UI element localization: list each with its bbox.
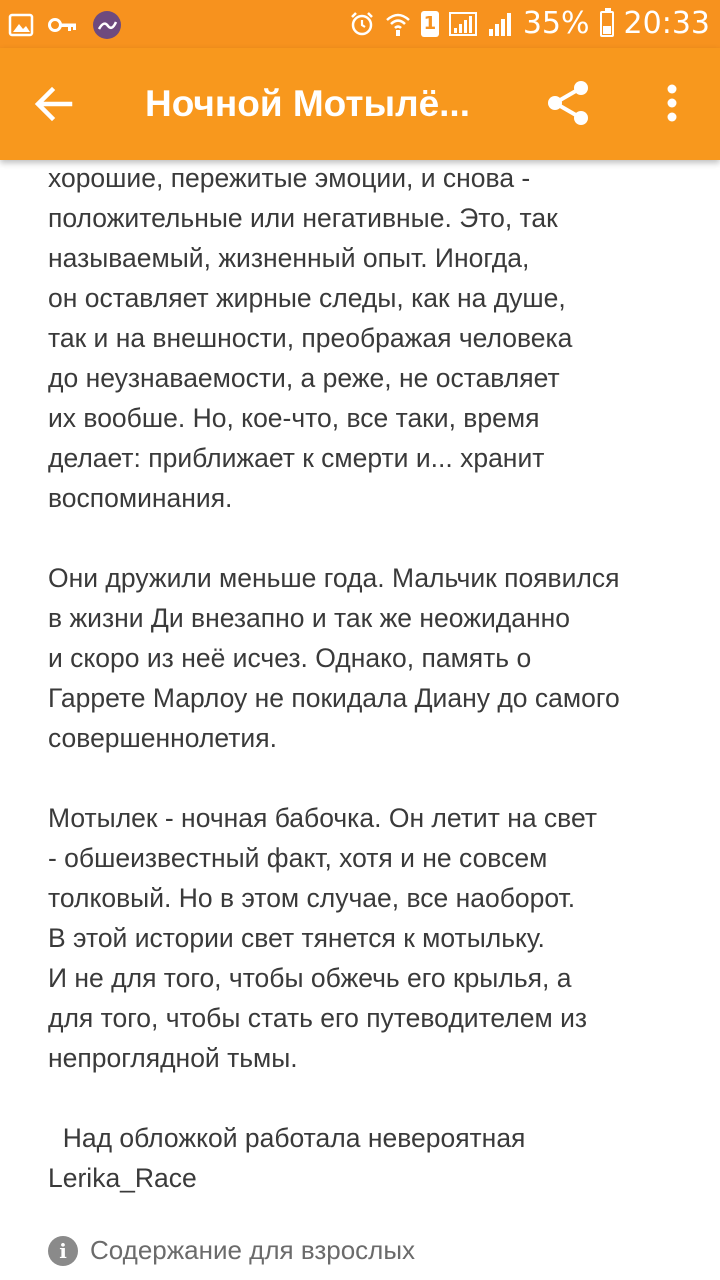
text-line: для того, чтобы стать его путеводителем из [48, 1003, 588, 1033]
story-description [48, 158, 688, 1198]
text-line: до неузнаваемости, а реже, не оставляет [48, 363, 560, 393]
text-line: Над обложкой работала невероятная [48, 1123, 526, 1153]
text-line: Они дружили меньше года. Мальчик появился [48, 563, 620, 593]
text-line: непроглядной тьмы. [48, 1043, 298, 1073]
share-icon [543, 78, 593, 128]
back-button[interactable] [24, 74, 84, 134]
text-line: хорошие, пережитые эмоции, и снова - [48, 163, 531, 193]
paragraph [48, 158, 688, 518]
alarm-icon [349, 11, 375, 37]
battery-icon [600, 11, 614, 37]
app-bar [0, 48, 720, 160]
wifi-icon [385, 11, 411, 37]
text-line: положительные или негативные. Это, так [48, 203, 558, 233]
status-bar [0, 0, 720, 48]
text-line: Гаррете Марлоу не покидала Диану до самого [48, 683, 620, 713]
text-line: В этой истории свет тянется к мотыльку. [48, 923, 545, 953]
signal-icon [449, 11, 477, 37]
text-line: Мотылек - ночная бабочка. Он летит на свет [48, 803, 597, 833]
text-line: Lerika_Race [48, 1163, 197, 1193]
arrow-back-icon [34, 84, 74, 124]
paragraph [48, 798, 688, 1078]
text-line: воспоминания. [48, 483, 233, 513]
clock: 20:33 [623, 6, 710, 41]
text-line: толковый. Но в этом случае, все наоборот. [48, 883, 576, 913]
share-button[interactable] [536, 70, 600, 136]
signal-icon [487, 11, 513, 37]
text-line: в жизни Ди внезапно и так же неожиданно [48, 603, 570, 633]
app-avatar-icon [92, 10, 122, 40]
info-icon: i [48, 1236, 78, 1266]
text-line: он оставляет жирные следы, как на душе, [48, 283, 566, 313]
text-line: так и на внешности, преображая человека [48, 323, 573, 353]
more-options-button[interactable] [644, 70, 700, 136]
text-line: и скоро из неё исчез. Однако, память о [48, 643, 532, 673]
mature-content-label: Содержание для взрослых [90, 1235, 416, 1265]
text-line: их вообше. Но, кое-что, все таки, время [48, 403, 540, 433]
key-icon [48, 15, 78, 35]
text-line: совершеннолетия. [48, 723, 277, 753]
text-line: называемый, жизненный опыт. Иногда, [48, 243, 530, 273]
text-line: делает: приближает к смерти и... хранит [48, 443, 545, 473]
battery-percent: 35% [522, 6, 590, 41]
paragraph [48, 558, 688, 758]
sim-icon: 1 [421, 11, 439, 37]
gallery-icon [8, 12, 34, 38]
paragraph [48, 1118, 688, 1198]
mature-content-notice[interactable] [48, 1235, 415, 1266]
page-title: Ночной Мотылё... [145, 83, 470, 124]
text-line: - обшеизвестный факт, хотя и не совсем [48, 843, 548, 873]
more-vert-icon [666, 83, 678, 123]
text-line: И не для того, чтобы обжечь его крылья, а [48, 963, 572, 993]
